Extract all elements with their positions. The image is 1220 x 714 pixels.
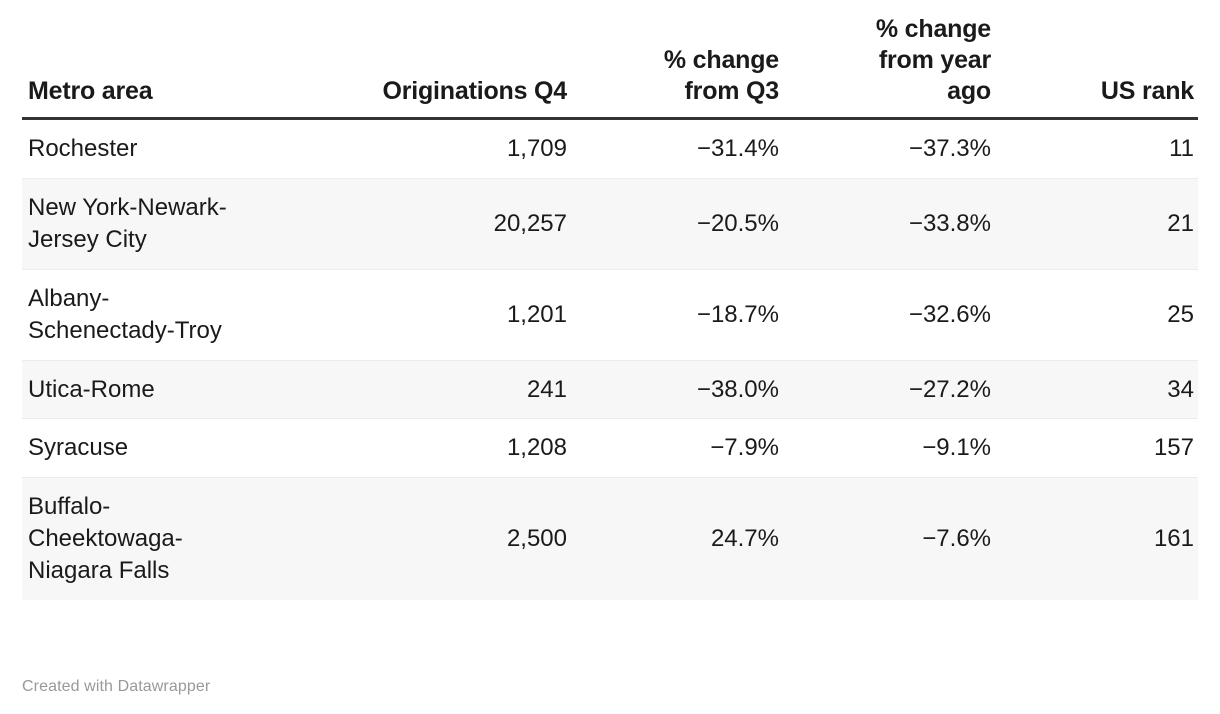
column-header-originations-q4-line-1: Originations Q4	[382, 77, 567, 105]
cell-originations-q4: 20,257	[322, 178, 577, 269]
table-header	[22, 14, 1198, 119]
cell-us-rank: 11	[1001, 119, 1198, 179]
cell-change-from-year-ago: −32.6%	[789, 269, 1001, 360]
cell-us-rank: 157	[1001, 419, 1198, 478]
column-header-change-from-year-ago-line-1: % change	[875, 15, 991, 43]
cell-change-from-year-ago: −33.8%	[789, 178, 1001, 269]
metro-name-line-1: Syracuse	[28, 434, 129, 462]
cell-metro-area	[22, 178, 322, 269]
metro-name-line-1: Rochester	[28, 135, 138, 162]
cell-change-from-year-ago: −37.3%	[789, 119, 1001, 179]
metro-name-line-1: Buffalo-	[28, 493, 111, 521]
table-header-row	[22, 14, 1198, 119]
table-container	[0, 14, 1220, 714]
column-header-metro-area-line-1: Metro area	[28, 77, 153, 105]
cell-us-rank: 21	[1001, 178, 1198, 269]
table-row	[22, 178, 1198, 269]
cell-metro-area	[22, 360, 322, 419]
cell-metro-area	[22, 478, 322, 600]
cell-originations-q4: 2,500	[322, 478, 577, 600]
column-header-originations-q4	[322, 14, 577, 119]
cell-change-from-q3: −7.9%	[577, 419, 789, 478]
cell-change-from-q3: −20.5%	[577, 178, 789, 269]
table-row	[22, 419, 1198, 478]
column-header-change-from-year-ago-line-2: from year	[878, 46, 991, 74]
table-row	[22, 119, 1198, 179]
table-row	[22, 269, 1198, 360]
cell-change-from-q3: −38.0%	[577, 360, 789, 419]
cell-us-rank: 34	[1001, 360, 1198, 419]
cell-change-from-q3: −18.7%	[577, 269, 789, 360]
column-header-change-from-q3-line-2: from Q3	[684, 77, 779, 105]
table-body	[22, 119, 1198, 601]
cell-change-from-year-ago: −9.1%	[789, 419, 1001, 478]
cell-change-from-year-ago: −27.2%	[789, 360, 1001, 419]
metro-name-line-1: Utica-Rome	[28, 375, 155, 403]
cell-us-rank: 25	[1001, 269, 1198, 360]
column-header-change-from-q3-line-1: % change	[663, 46, 779, 74]
cell-originations-q4: 241	[322, 360, 577, 419]
cell-change-from-q3: 24.7%	[577, 478, 789, 600]
cell-us-rank: 161	[1001, 478, 1198, 600]
cell-change-from-year-ago: −7.6%	[789, 478, 1001, 600]
cell-originations-q4: 1,201	[322, 269, 577, 360]
cell-metro-area	[22, 119, 322, 179]
column-header-us-rank	[1001, 14, 1198, 119]
column-header-us-rank-line-1: US rank	[1100, 77, 1194, 105]
table-row	[22, 478, 1198, 600]
datawrapper-credit[interactable]: Created with Datawrapper	[22, 678, 211, 695]
cell-originations-q4: 1,709	[322, 119, 577, 179]
metro-name-line-1: Albany-	[28, 284, 110, 312]
column-header-metro-area	[22, 14, 322, 119]
metro-name-line-2: Jersey City	[28, 225, 147, 253]
metro-name-line-1: New York-Newark-	[28, 193, 227, 221]
cell-metro-area	[22, 419, 322, 478]
metro-name-line-2: Schenectady-Troy	[28, 316, 222, 344]
cell-originations-q4: 1,208	[322, 419, 577, 478]
column-header-change-from-q3	[577, 14, 789, 119]
metro-name-line-3: Niagara Falls	[28, 557, 170, 585]
metro-name-line-2: Cheektowaga-	[28, 525, 183, 553]
column-header-change-from-year-ago	[789, 14, 1001, 119]
column-header-change-from-year-ago-line-3: ago	[947, 77, 991, 105]
table-row	[22, 360, 1198, 419]
data-table	[22, 14, 1198, 600]
cell-metro-area	[22, 269, 322, 360]
cell-change-from-q3: −31.4%	[577, 119, 789, 179]
